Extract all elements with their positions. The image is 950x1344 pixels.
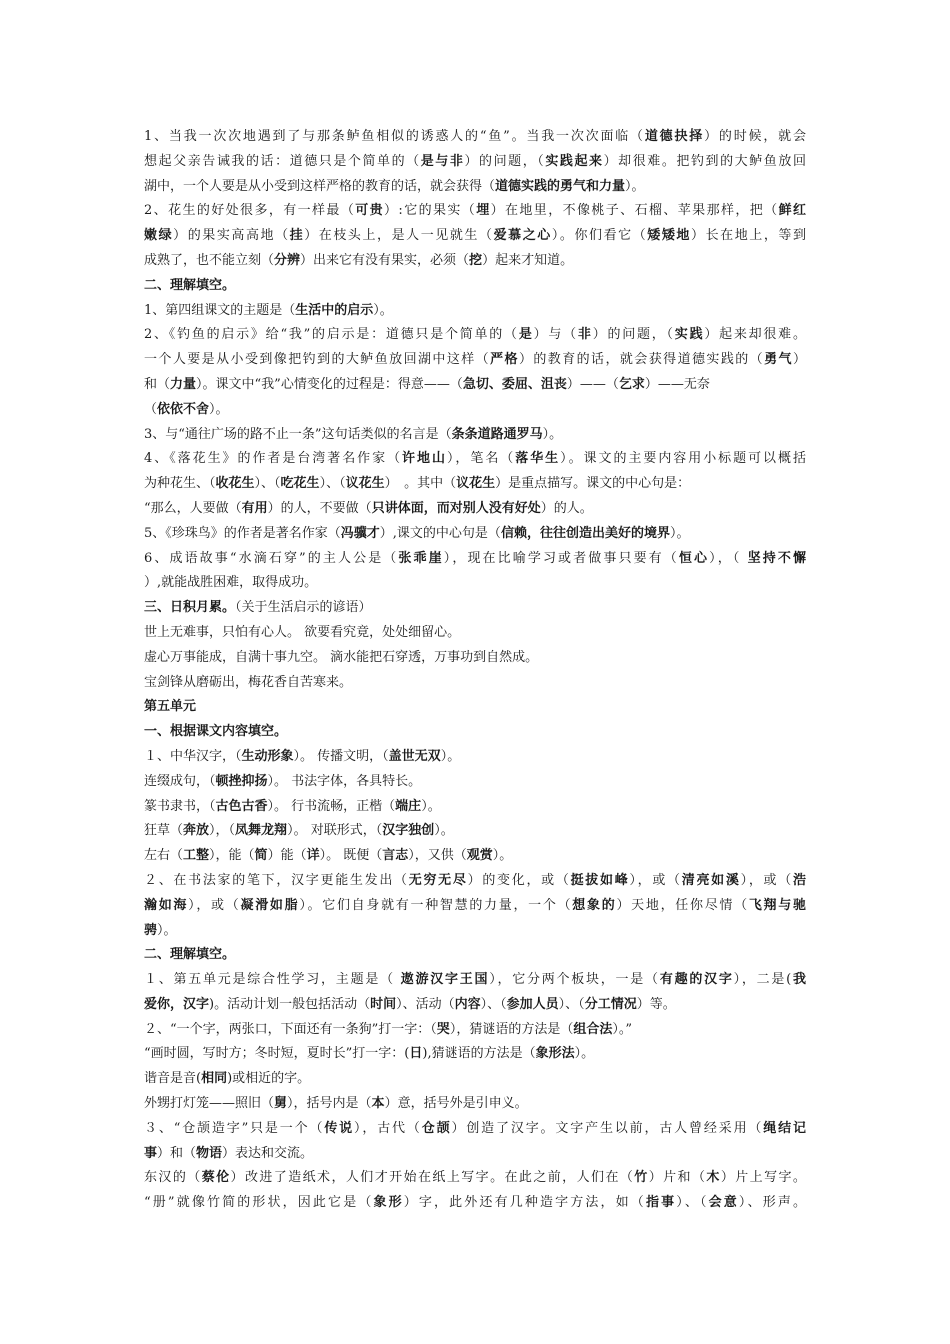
text-segment: ３、“仓颉造字”只是一个（ [144,1120,325,1136]
text-segment: ）创造了汉字。文字产生以前，古人曾经采用（ [451,1120,764,1136]
answer-text: 木 [706,1170,721,1186]
text-line [144,373,806,398]
text-segment: （关于生活启示的谚语） [235,600,372,616]
text-line [144,423,806,448]
answer-text: 第五单元 [144,699,197,715]
answer-text: 飞翔与驰 [748,897,806,913]
answer-text: 舅 [274,1096,288,1112]
text-segment: 一个人要是从小受到像把钓到的大鲈鱼放回湖中这样（ [144,352,491,368]
text-segment: ），又供（ [408,848,467,864]
text-line [144,472,806,497]
answer-text: 可贵 [355,203,385,219]
text-line [144,1018,806,1043]
answer-text: 议花生 [345,476,385,492]
answer-text: 非 [577,327,593,343]
answer-text: 哭 [436,1021,450,1037]
text-line [144,1042,806,1067]
answer-text: 生动形象 [241,748,294,764]
answer-text: 道德实践的勇气和力量 [495,178,626,194]
answer-text: 绳结记 [763,1120,806,1136]
text-segment: ），它分两个板块，一是（ [489,972,660,988]
answer-text: 组合法 [573,1021,613,1037]
section-heading [144,695,806,720]
text-segment: ）起来才知道。 [482,252,574,268]
text-segment: 虚心万事能成，自满十事九空。 滴水能把石穿透，万事功到自然成。 [144,649,539,665]
text-segment: ），猜谜语的方法是（ [449,1021,574,1037]
text-segment: ）表达和交流。 [222,1145,314,1161]
text-segment: ）。 [542,426,563,442]
text-segment: ）改进了造纸术，人们才开始在纸上写字。在此之前，人们在（ [230,1170,635,1186]
text-line [144,522,806,547]
answer-text: 古色古香 [215,798,268,814]
text-line [144,1191,806,1216]
text-segment: ）。 [209,401,229,417]
text-line [144,1142,806,1167]
text-line [144,646,806,671]
text-segment: ）。 [373,302,393,318]
text-segment: ）。 [574,1046,595,1062]
section-heading [144,274,806,299]
answer-text: 冯骥才 [340,525,380,541]
text-segment: ）。 对联形式，（ [287,823,383,839]
answer-text: 时间 [370,996,397,1012]
text-segment: 东汉的（ [144,1170,202,1186]
answer-text: 顿挫抑扬 [215,773,268,789]
text-segment: 3、与“通往广场的路不止一条”这句话类似的名言是（ [144,426,452,442]
answer-text: 瀚如海 [144,897,189,913]
text-segment: 1、当我一次次地遇到了与那条鲈鱼相似的诱惑人的“鱼”。当我一次次面临（ [144,129,645,144]
answer-text: 乞求 [618,376,645,392]
answer-text: 鲜红 [778,203,806,219]
text-segment: ），（ [709,550,748,566]
answer-text: 爱慕之心 [493,228,552,244]
text-segment: １、第五单元是综合性学习，主题是（ [144,972,401,988]
text-segment: 宝剑锋从磨砺出，梅花香自苦寒来。 [144,674,353,690]
answer-text: 指事 [645,1195,677,1211]
text-line [144,398,806,423]
text-segment: ）。 [440,748,461,764]
text-segment: ）的问题，（ [592,327,675,343]
answer-text: 言志 [382,848,409,864]
answer-text: 骋 [144,922,158,938]
text-line [144,795,806,820]
answer-text: 二、理解填空。 [144,277,236,293]
text-segment: ）长在地上，等到 [691,228,806,244]
answer-text: 严格 [490,352,519,368]
answer-text: 奔放 [183,823,210,839]
answer-text: 信赖，往往创造出美好的境界 [500,525,670,541]
text-segment: ）,就能战胜困难，取得成功。 [144,575,318,591]
answer-text: 只讲体面，而对别人没有好处 [371,500,541,516]
text-segment: ）。 [157,922,177,938]
text-line [144,299,806,324]
answer-text: 清亮如溪 [681,872,741,888]
text-line [144,869,806,894]
text-segment: ２、“一个字，两张口，下面还有一条狗”打一字：（ [144,1021,437,1037]
answer-text: 内容 [454,996,481,1012]
text-segment: 左右（ [144,848,184,864]
answer-text: 张乖崖 [398,550,444,566]
text-segment: ）却很难。把钓到的大鲈鱼放回 [603,153,806,169]
answer-text: 依依不舍 [157,401,210,417]
answer-text: 收花生 [215,476,255,492]
text-line [144,671,806,696]
text-segment: ）能（ [267,848,307,864]
text-segment: ），现在比喻学习或者做事只要有（ [443,550,679,566]
answer-text: 盖世无双 [388,748,441,764]
text-segment: ）的人，不要做（ [267,500,372,516]
answer-text: 本 [371,1096,385,1112]
answer-text: 有用 [241,500,268,516]
text-segment: ）片和（ [648,1170,707,1186]
section-heading [144,720,806,745]
answer-text: 汉字独创 [382,823,435,839]
answer-text: 详 [306,848,320,864]
text-segment: 2、《钓鱼的启示》给“我”的启示是：道德只是个简单的（ [144,327,519,343]
answer-text: 嫩绿 [144,228,174,244]
answer-text: 凤舞龙翔 [235,823,288,839]
text-line [144,249,806,274]
answer-text: 物语 [196,1145,223,1161]
text-segment: ）的时候，就会 [704,129,806,144]
text-line [144,1092,806,1117]
text-line [144,447,806,472]
text-segment: 世上无难事，只怕有心人。 欲要看究竟，处处细留心。 [144,624,461,640]
answer-text: 端庄 [395,798,422,814]
text-segment: ）。 既便（ [319,848,383,864]
text-segment: ）。课文中“我”心情变化的过程是：得意——（ [196,376,463,392]
text-segment: 狂草（ [144,823,184,839]
text-segment: （ [144,401,158,417]
text-segment: ）等。 [636,996,676,1012]
text-segment: 2、花生的好处很多，有一样最（ [144,203,356,219]
text-segment: ）和（ [157,1145,197,1161]
answer-text: 挖 [469,252,483,268]
text-line [144,819,806,844]
answer-text: 三、日积月累。 [144,600,236,616]
text-line [144,968,806,993]
text-segment: ）。 传播文明，（ [293,748,389,764]
text-segment: ）——无奈 [644,376,710,392]
text-segment: 和（ [144,376,171,392]
text-segment: ），古代（ [354,1120,422,1136]
text-segment: ） [792,352,806,368]
text-segment: 谐音是音( [144,1071,202,1087]
text-segment: ）、活动（ [396,996,455,1012]
section-heading [144,943,806,968]
text-segment: ）天地，任你尽情（ [616,897,749,913]
text-segment: ），（ [209,823,236,839]
text-segment: ）意，括号外是引申义。 [384,1096,528,1112]
text-segment: ），或（ [188,897,241,913]
text-segment: ）,课文的中心句是（ [379,525,501,541]
answer-text: 有趣的汉字 [659,972,734,988]
answer-text: 恒心 [678,550,710,566]
text-segment: ）。 [434,823,454,839]
text-segment: ），或（ [740,872,793,888]
text-line [144,175,806,200]
answer-text: 实践起来 [545,153,604,169]
answer-text: 日 [409,1046,423,1062]
text-line [144,770,806,795]
text-segment: 想起父亲告诫我的话：道德只是个简单的（ [144,153,421,169]
answer-text: 参加人员 [506,996,559,1012]
text-segment: ） 。其中（ [384,476,457,492]
text-line [144,993,806,1018]
answer-text: 勇气 [764,352,793,368]
answer-text: 道德抉择 [644,129,705,144]
text-line [144,150,806,175]
text-segment: )或相近的字。 [227,1071,311,1087]
text-segment: ）、（ [254,476,281,492]
text-segment: ）。你们看它（ [551,228,648,244]
text-segment: ）。 [421,798,441,814]
text-segment: ）的问题，（ [464,153,546,169]
text-segment: 成熟了，也不能立刻（ [144,252,275,268]
text-line [144,323,806,348]
text-segment: ）与（ [533,327,578,343]
text-line [144,1117,806,1142]
text-line [144,745,806,770]
text-line [144,348,806,373]
text-segment: ），或（ [629,872,682,888]
text-segment: ）。 [669,525,690,541]
text-segment: ）的果实高高地（ [173,228,290,244]
text-segment: ）。” [612,1021,632,1037]
text-segment: )。活动计划一般包括活动（ [209,996,371,1012]
text-segment: ）的变化，或（ [467,872,571,888]
text-segment: ）片上写字。 [720,1170,806,1186]
text-segment: ）。 [492,848,513,864]
answer-text: 无穷无尽 [408,872,468,888]
answer-text: 象形法 [535,1046,575,1062]
answer-text: 力量 [170,376,197,392]
text-segment: ），笔名（ [446,451,516,467]
text-segment: 6、成语故事“水滴石穿”的主人公是（ [144,550,399,566]
text-segment: 5、《珍珠鸟》的作者是著名作家（ [144,525,341,541]
text-segment: ）在地里，不像桃子、石榴、苹果那样，把（ [490,203,779,219]
answer-text: 传说 [324,1120,355,1136]
answer-text: 象形 [373,1195,404,1211]
answer-text: 爱你，汉字 [144,996,210,1012]
answer-text: 落华生 [515,451,561,467]
text-segment: ），括号内是（ [287,1096,372,1112]
answer-text: 是 [518,327,534,343]
text-segment: “画时圆，写时方；冬时短，夏时长”打一字：( [144,1046,410,1062]
answer-text: 遨游汉字王国 [400,972,490,988]
document-page [144,125,806,1216]
text-segment: 湖中，一个人要是从小受到这样严格的教育的话，就会获得（ [144,178,496,194]
text-line [144,919,806,944]
answer-text: 分辨 [274,252,301,268]
text-segment: ２、在书法家的笔下，汉字更能生发出（ [144,872,409,888]
text-line [144,621,806,646]
text-segment: ）出来它有没有果实，必须（ [300,252,470,268]
text-segment: ）起来却很难。 [704,327,806,343]
text-segment: ）、（ [480,996,507,1012]
answer-text: 二、理解填空。 [144,947,236,963]
text-segment: ）在枝头上，是人一见就生（ [304,228,494,244]
answer-text: 生活中的启示 [295,302,374,318]
text-segment: 篆书隶书，（ [144,798,216,814]
text-segment: ）。 行书流畅，正楷（ [267,798,396,814]
answer-text: 浩 [792,872,806,888]
text-line [144,497,806,522]
answer-text: 仓颉 [421,1120,452,1136]
answer-text: 一、根据课文内容填空。 [144,724,288,740]
text-segment: 连缀成句，（ [144,773,216,789]
text-segment: ）字，此外还有几种造字方法，如（ [403,1195,646,1211]
answer-text: 想象的 [572,897,617,913]
answer-text: 我 [791,972,806,988]
answer-text: 分工情况 [584,996,637,1012]
text-line [144,1166,806,1191]
answer-text: 实践 [674,327,705,343]
answer-text: 事 [144,1145,158,1161]
text-segment: ）。课文的主要内容用小标题可以概括 [560,451,806,467]
text-segment: ）。 [625,178,645,194]
answer-text: 矮矮地 [647,228,691,244]
answer-text: 埋 [476,203,491,219]
answer-text: 议花生 [456,476,496,492]
text-line [144,125,806,150]
answer-text: 简 [254,848,268,864]
text-line [144,1067,806,1092]
text-line [144,894,806,919]
text-segment: ）的教育的话，就会获得道德实践的（ [518,352,765,368]
text-segment: ）:它的果实（ [384,203,477,219]
text-line [144,571,806,596]
answer-text: 会意 [708,1195,739,1211]
text-segment: “册”就像竹简的形状，因此它是（ [144,1195,374,1211]
text-segment: ）、（ [676,1195,709,1211]
answer-text: 竹 [634,1170,649,1186]
text-segment: １、中华汉字，（ [144,748,242,764]
answer-text: 观赏 [466,848,493,864]
text-segment: ），二是( [733,972,792,988]
text-segment: ），能（ [209,848,255,864]
answer-text: 条条道路通罗马 [451,426,543,442]
text-line [144,547,806,572]
text-segment: 外甥打灯笼——照旧（ [144,1096,275,1112]
answer-text: 蔡伦 [201,1170,231,1186]
answer-text: 相同 [201,1071,228,1087]
answer-text: 急切、委屈、沮丧 [462,376,567,392]
answer-text: 凝滑如脂 [240,897,300,913]
section-heading [144,596,806,621]
text-line [144,844,806,869]
text-segment: ）、（ [558,996,585,1012]
text-segment: ),猜谜语的方法是（ [422,1046,536,1062]
answer-text: 许地山 [402,451,447,467]
answer-text: 吃花生 [280,476,320,492]
text-segment: “那么，人要做（ [144,500,242,516]
answer-text: 挂 [289,228,305,244]
text-segment: 为种花生、（ [144,476,216,492]
text-segment: 4、《落花生》的作者是台湾著名作家（ [144,451,403,467]
text-segment: ）。它们自身就有一种智慧的力量，一个（ [299,897,573,913]
text-segment: ）。 书法字体，各具特长。 [267,773,422,789]
answer-text: 工整 [183,848,210,864]
text-line [144,199,806,224]
text-segment: ）——（ [566,376,619,392]
text-segment: 1、第四组课文的主题是（ [144,302,296,318]
text-segment: ）、（ [319,476,346,492]
text-segment: ）是重点描写。课文的中心句是： [495,476,691,492]
text-segment: ）、形声。 [738,1195,806,1211]
answer-text: 是与非 [420,153,465,169]
answer-text: 挺拔如峰 [570,872,630,888]
text-line [144,224,806,249]
answer-text: 坚持不懈 [747,550,806,566]
text-segment: ）的人。 [540,500,593,516]
